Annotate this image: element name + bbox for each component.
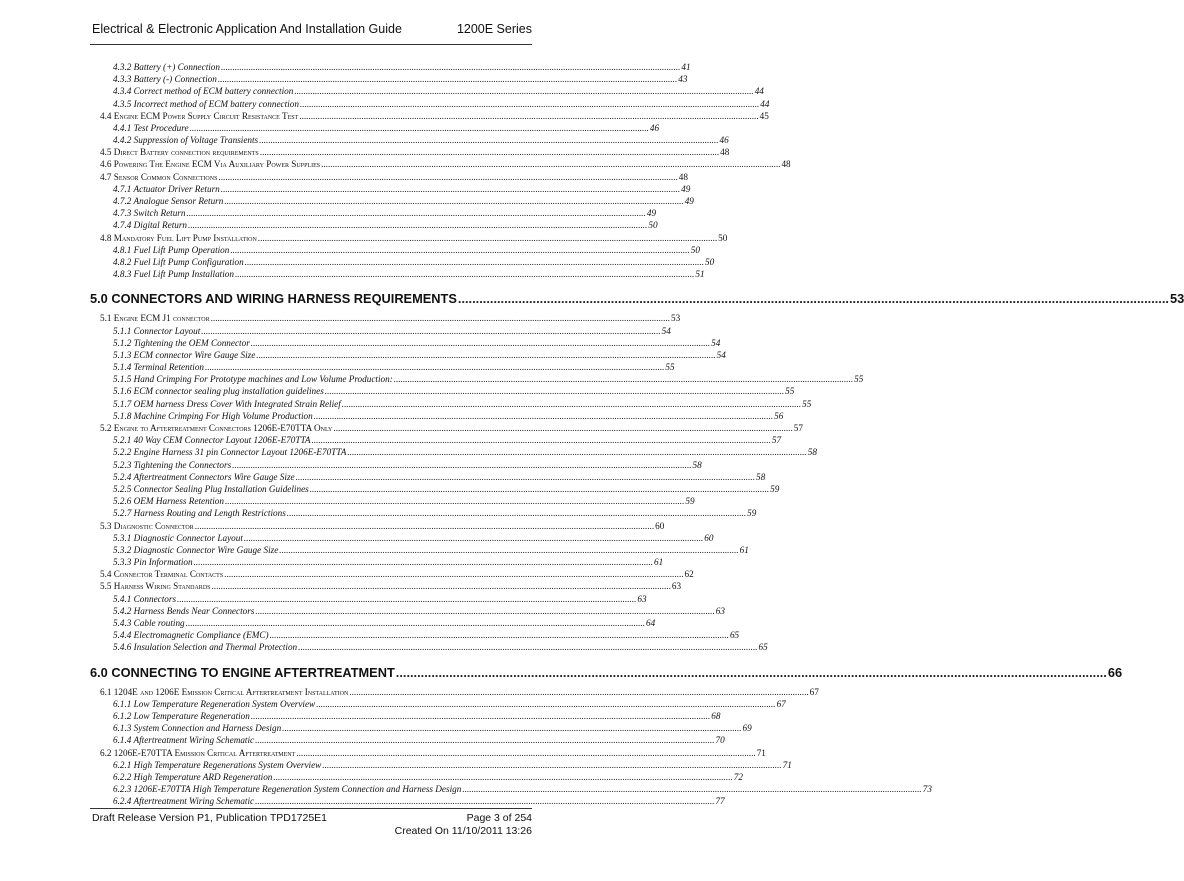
toc-entry-page: 49: [684, 196, 694, 207]
toc-entry-page: 58: [755, 471, 766, 482]
dot-leader: ........................................................................................................................................................................................................: [311, 435, 771, 446]
dot-leader: ........................................................................................................................................................................................................: [186, 208, 646, 219]
toc-entry-level-3[interactable]: [100, 256, 715, 268]
toc-entry-level-3[interactable]: [100, 61, 691, 73]
toc-entry-page: 48: [678, 171, 688, 182]
toc-entry-title: 5.1.6 ECM connector sealing plug installation guidelines: [113, 386, 324, 397]
toc-entry-level-3[interactable]: [100, 349, 726, 361]
toc-entry-page: 60: [655, 520, 665, 531]
toc-entry-page: 67: [776, 698, 786, 709]
footer-right: [395, 812, 532, 838]
toc-entry-level-1[interactable]: [90, 289, 1184, 309]
toc-entry-title: 5.4.4 Electromagnetic Compliance (EMC): [113, 630, 269, 641]
dot-leader: ........................................................................................................................................................................................................: [218, 171, 678, 182]
toc-entry-page: 55: [785, 386, 795, 397]
toc-entry-title: 6.2.2 High Temperature ARD Regeneration: [113, 771, 273, 782]
toc-entry-level-3[interactable]: [100, 85, 764, 97]
page-number: Page 3 of 254: [466, 812, 532, 824]
toc-entry-level-2[interactable]: [100, 110, 769, 122]
toc-entry-title: 5.1.2 Tightening the OEM Connector: [113, 337, 250, 348]
dot-leader: ........................................................................................................................................................................................................: [185, 618, 646, 629]
toc-entry-level-3[interactable]: [100, 446, 817, 458]
toc-entry-level-3[interactable]: [100, 532, 714, 544]
toc-entry-level-2[interactable]: [100, 171, 688, 183]
toc-entry-level-2[interactable]: [100, 747, 766, 759]
dot-leader: ........................................................................................................................................................................................................: [324, 386, 785, 397]
dot-leader: ........................................................................................................................................................................................................: [298, 642, 758, 653]
toc-entry-page: 77: [715, 796, 725, 807]
toc-entry-page: 62: [684, 569, 694, 580]
toc-entry-level-3[interactable]: [100, 219, 658, 231]
toc-entry-page: 61: [739, 544, 749, 555]
toc-entry-title: 4.7.1 Actuator Driver Return: [113, 183, 220, 194]
dot-leader: ........................................................................................................................................................................................................: [201, 325, 661, 336]
toc-entry-title: 6.2.1 High Temperature Regenerations System Overview: [113, 759, 322, 770]
toc-entry-page: 55: [854, 374, 864, 385]
toc-entry-level-3[interactable]: [100, 98, 770, 110]
toc-entry-page: 44: [760, 98, 770, 109]
dot-leader: ........................................................................................................................................................................................................: [256, 349, 716, 360]
dot-leader: ........................................................................................................................................................................................................: [299, 98, 760, 109]
toc-entry-page: 72: [733, 771, 743, 782]
dot-leader: ........................................................................................................................................................................................................: [210, 313, 670, 324]
toc-entry-title: 5.2.1 40 Way CEM Connector Layout 1206E-E70TTA: [113, 435, 311, 446]
dot-leader: ........................................................................................................................................................................................................: [220, 61, 681, 72]
toc-entry-title: 5.1.7 OEM harness Dress Cover With Integrated Strain Relief: [113, 398, 341, 409]
toc-entry-level-3[interactable]: [100, 483, 780, 495]
toc-entry-page: 65: [758, 642, 768, 653]
toc-entry-title: 4.8.2 Fuel Lift Pump Configuration: [113, 256, 244, 267]
toc-entry-title: 5.4 Connector Terminal Contacts: [100, 569, 224, 580]
toc-entry-title: 5.3 Diagnostic Connector: [100, 520, 194, 531]
toc-entry-title: 4.8 Mandatory Fuel Lift Pump Installation: [100, 232, 257, 243]
toc-entry-level-3[interactable]: [100, 771, 743, 783]
toc-entry-page: 41: [681, 61, 691, 72]
toc-entry-page: 70: [715, 735, 725, 746]
toc-entry-level-3[interactable]: [100, 373, 864, 385]
toc-entry-level-2[interactable]: [100, 568, 694, 580]
toc-entry-title: 4.3.2 Battery (+) Connection: [113, 61, 220, 72]
dot-leader: ........................................................................................................................................................................................................: [211, 581, 671, 592]
toc-entry-level-3[interactable]: [100, 207, 657, 219]
toc-entry-level-3[interactable]: [100, 398, 812, 410]
toc-entry-page: 59: [770, 483, 780, 494]
toc-entry-title: 4.3.5 Incorrect method of ECM battery connection: [113, 98, 299, 109]
toc-entry-page: 65: [729, 630, 740, 641]
toc-entry-page: 44: [754, 86, 764, 97]
toc-entry-title: 4.8.3 Fuel Lift Pump Installation: [113, 269, 234, 280]
toc-entry-page: 50: [718, 232, 728, 243]
dot-leader: ........................................................................................................................................................................................................: [255, 735, 715, 746]
dot-leader: ........................................................................................................................................................................................................: [224, 196, 684, 207]
toc-entry-level-2[interactable]: [100, 422, 803, 434]
dot-leader: ........................................................................................................................................................................................................: [217, 74, 678, 85]
dot-leader: ........................................................................................................................................................................................................: [220, 183, 681, 194]
toc-entry-title: 5.3.3 Pin Information: [113, 557, 193, 568]
toc-entry-title: 5.2.3 Tightening the Connectors: [113, 459, 232, 470]
dot-leader: ........................................................................................................................................................................................................: [299, 110, 759, 121]
toc-entry-page: 48: [720, 147, 730, 158]
toc-entry-title: 5.4.6 Insulation Selection and Thermal Protection: [113, 642, 298, 653]
toc-entry-title: 5.2.4 Aftertreatment Connectors Wire Gauge Size: [113, 471, 295, 482]
dot-leader: ........................................................................................................................................................................................................: [395, 664, 1107, 680]
toc-entry-level-3[interactable]: [100, 629, 740, 641]
dot-leader: ........................................................................................................................................................................................................: [255, 796, 715, 807]
toc-entry-title: 4.3.3 Battery (-) Connection: [113, 74, 217, 85]
dot-leader: ........................................................................................................................................................................................................: [393, 374, 854, 385]
dot-leader: ........................................................................................................................................................................................................: [177, 593, 637, 604]
toc-entry-title: 5.1.3 ECM connector Wire Gauge Size: [113, 349, 256, 360]
toc-entry-page: 48: [781, 159, 791, 170]
dot-leader: ........................................................................................................................................................................................................: [230, 244, 690, 255]
dot-leader: ........................................................................................................................................................................................................: [309, 483, 770, 494]
toc-entry-title: 4.8.1 Fuel Lift Pump Operation: [113, 244, 230, 255]
toc-entry-page: 55: [665, 362, 675, 373]
toc-entry-page: 64: [646, 618, 656, 629]
toc-entry-page: 59: [747, 508, 757, 519]
toc-entry-level-3[interactable]: [100, 471, 766, 483]
toc-entry-page: 58: [807, 447, 817, 458]
toc-entry-page: 50: [705, 256, 715, 267]
toc-entry-page: 71: [782, 759, 792, 770]
dot-leader: ........................................................................................................................................................................................................: [250, 337, 711, 348]
toc-entry-title: 6.2.4 Aftertreatment Wiring Schematic: [113, 796, 255, 807]
dot-leader: ........................................................................................................................................................................................................: [269, 630, 729, 641]
toc-entry-page: 57: [793, 423, 803, 434]
toc-entry-level-3[interactable]: [100, 544, 749, 556]
toc-entry-page: 58: [692, 459, 702, 470]
dot-leader: ........................................................................................................................................................................................................: [321, 159, 781, 170]
toc-entry-page: 50: [690, 244, 700, 255]
dot-leader: ........................................................................................................................................................................................................: [349, 686, 809, 697]
toc-entry-page: 66: [1107, 664, 1123, 680]
toc-entry-level-3[interactable]: [100, 459, 702, 471]
toc-entry-title: 6.1.2 Low Temperature Regeneration: [113, 710, 250, 721]
toc-entry-level-2[interactable]: [100, 232, 728, 244]
toc-entry-title: 5.4.3 Cable routing: [113, 618, 185, 629]
toc-entry-title: 6.1.1 Low Temperature Regeneration System Overview: [113, 698, 316, 709]
toc-entry-title: 5.2.5 Connector Sealing Plug Installation Guidelines: [113, 483, 309, 494]
toc-entry-page: 54: [711, 337, 721, 348]
toc-entry-level-2[interactable]: [100, 146, 730, 158]
toc-entry-level-3[interactable]: [100, 783, 932, 795]
toc-entry-level-2[interactable]: [100, 159, 791, 171]
toc-entry-title: 4.4.2 Suppression of Voltage Transients: [113, 135, 259, 146]
toc-entry-level-2[interactable]: [100, 686, 819, 698]
toc-entry-level-3[interactable]: [100, 495, 695, 507]
toc-entry-page: 61: [654, 557, 664, 568]
dot-leader: ........................................................................................................................................................................................................: [244, 256, 705, 267]
dot-leader: ........................................................................................................................................................................................................: [188, 220, 648, 231]
dot-leader: ........................................................................................................................................................................................................: [259, 147, 720, 158]
toc-entry-level-3[interactable]: [100, 183, 691, 195]
dot-leader: ........................................................................................................................................................................................................: [457, 291, 1169, 307]
dot-leader: ........................................................................................................................................................................................................: [205, 362, 665, 373]
toc-entry-page: 69: [742, 723, 752, 734]
toc-entry-title: 5.1.8 Machine Crimping For High Volume Production: [113, 410, 313, 421]
toc-entry-level-3[interactable]: [100, 759, 792, 771]
dot-leader: ........................................................................................................................................................................................................: [259, 135, 719, 146]
toc-entry-page: 55: [802, 398, 812, 409]
dot-leader: ........................................................................................................................................................................................................: [286, 508, 747, 519]
toc-entry-level-3[interactable]: [100, 434, 782, 446]
toc-entry-page: 63: [637, 593, 647, 604]
toc-entry-level-3[interactable]: [100, 410, 784, 422]
toc-entry-level-3[interactable]: [100, 386, 795, 398]
toc-entry-title: 5.0 CONNECTORS AND WIRING HARNESS REQUIREMENTS: [90, 291, 457, 307]
dot-leader: ........................................................................................................................................................................................................: [255, 605, 715, 616]
toc-entry-level-3[interactable]: [100, 734, 725, 746]
dot-leader: ........................................................................................................................................................................................................: [316, 698, 776, 709]
toc-entry-level-3[interactable]: [100, 361, 675, 373]
dot-leader: ........................................................................................................................................................................................................: [257, 232, 718, 243]
dot-leader: ........................................................................................................................................................................................................: [234, 269, 695, 280]
toc-entry-title: 5.5 Harness Wiring Standards: [100, 581, 211, 592]
dot-leader: ........................................................................................................................................................................................................: [224, 569, 684, 580]
toc-entry-title: 5.2.6 OEM Harness Retention: [113, 496, 224, 507]
toc-entry-page: 46: [649, 122, 660, 133]
toc-entry-title: 4.6 Powering The Engine ECM Via Auxiliary Power Supplies: [100, 159, 321, 170]
toc-entry-page: 60: [704, 532, 714, 543]
toc-entry-page: 68: [711, 710, 721, 721]
toc-entry-title: 6.2.3 1206E-E70TTA High Temperature Regeneration System Connection and Harness Design: [113, 784, 462, 795]
toc-entry-level-3[interactable]: [100, 122, 660, 134]
toc-entry-page: 56: [774, 410, 784, 421]
toc-entry-level-3[interactable]: [100, 195, 694, 207]
toc-entry-title: 5.1.5 Hand Crimping For Prototype machines and Low Volume Production:: [113, 374, 393, 385]
toc-entry-page: 67: [809, 686, 819, 697]
dot-leader: ........................................................................................................................................................................................................: [322, 759, 782, 770]
toc-entry-level-3[interactable]: [100, 134, 729, 146]
toc-entry-page: 43: [678, 74, 688, 85]
toc-entry-title: 4.4.1 Test Procedure: [113, 122, 189, 133]
toc-entry-level-3[interactable]: [100, 710, 721, 722]
footer-divider: [90, 808, 532, 809]
toc-entry-level-3[interactable]: [100, 722, 752, 734]
toc-entry-title: 5.3.2 Diagnostic Connector Wire Gauge Size: [113, 544, 279, 555]
toc-entry-level-3[interactable]: [100, 507, 757, 519]
toc-entry-title: 5.1 Engine ECM J1 connector: [100, 313, 210, 324]
toc-entry-title: 4.4 Engine ECM Power Supply Circuit Resistance Test: [100, 110, 299, 121]
dot-leader: ........................................................................................................................................................................................................: [294, 86, 754, 97]
toc-entry-level-2[interactable]: [100, 581, 682, 593]
toc-entry-page: 45: [759, 110, 769, 121]
toc-entry-page: 54: [661, 325, 671, 336]
dot-leader: ........................................................................................................................................................................................................: [296, 747, 756, 758]
dot-leader: ........................................................................................................................................................................................................: [347, 447, 807, 458]
table-of-contents: [90, 61, 1184, 808]
toc-entry-title: 4.7 Sensor Common Connections: [100, 171, 218, 182]
toc-entry-title: 5.3.1 Diagnostic Connector Layout: [113, 532, 243, 543]
release-info: Draft Release Version P1, Publication TPD1725E1: [92, 812, 328, 824]
toc-entry-level-3[interactable]: [100, 605, 725, 617]
toc-entry-page: 49: [681, 183, 691, 194]
page-header: [92, 22, 532, 36]
toc-entry-title: 5.1.1 Connector Layout: [113, 325, 201, 336]
toc-entry-page: 57: [771, 435, 782, 446]
series-label: 1200E Series: [456, 22, 532, 36]
toc-entry-page: 73: [922, 784, 932, 795]
toc-entry-title: 4.5 Direct Battery connection requirements: [100, 147, 259, 158]
toc-entry-page: 49: [646, 208, 657, 219]
toc-entry-level-3[interactable]: [100, 641, 768, 653]
toc-entry-page: 53: [1169, 291, 1184, 307]
toc-entry-level-2[interactable]: [100, 520, 665, 532]
toc-entry-page: 63: [715, 605, 725, 616]
toc-entry-title: 6.1.3 System Connection and Harness Design: [113, 723, 282, 734]
dot-leader: ........................................................................................................................................................................................................: [225, 496, 685, 507]
toc-entry-level-3[interactable]: [100, 325, 671, 337]
toc-entry-level-1[interactable]: [90, 663, 1123, 683]
dot-leader: ........................................................................................................................................................................................................: [250, 710, 711, 721]
toc-entry-title: 4.7.2 Analogue Sensor Return: [113, 196, 224, 207]
dot-leader: ........................................................................................................................................................................................................: [232, 459, 692, 470]
toc-entry-title: 5.2 Engine to Aftertreatment Connectors 1206E-E70TTA Only: [100, 423, 333, 434]
toc-entry-page: 51: [695, 269, 705, 280]
document-title: Electrical & Electronic Application And Installation Guide: [92, 22, 402, 36]
toc-entry-title: 5.2.7 Harness Routing and Length Restrictions: [113, 508, 286, 519]
toc-entry-level-3[interactable]: [100, 556, 664, 568]
dot-leader: ........................................................................................................................................................................................................: [243, 532, 704, 543]
toc-entry-page: 54: [716, 349, 726, 360]
dot-leader: ........................................................................................................................................................................................................: [282, 723, 742, 734]
dot-leader: ........................................................................................................................................................................................................: [295, 471, 755, 482]
dot-leader: ........................................................................................................................................................................................................: [462, 784, 922, 795]
dot-leader: ........................................................................................................................................................................................................: [333, 423, 793, 434]
toc-entry-title: 6.2 1206E-E70TTA Emission Critical Aftertreatment: [100, 747, 296, 758]
toc-entry-title: 6.0 CONNECTING TO ENGINE AFTERTREATMENT: [90, 664, 395, 680]
toc-entry-level-3[interactable]: [100, 795, 725, 807]
toc-entry-title: 6.1 1204E and 1206E Emission Critical Aftertreatment Installation: [100, 686, 349, 697]
toc-entry-title: 5.1.4 Terminal Retention: [113, 362, 205, 373]
dot-leader: ........................................................................................................................................................................................................: [273, 771, 733, 782]
toc-entry-page: 71: [756, 747, 766, 758]
toc-entry-level-2[interactable]: [100, 312, 681, 324]
dot-leader: ........................................................................................................................................................................................................: [193, 557, 653, 568]
header-divider: [90, 44, 532, 45]
toc-entry-page: 59: [685, 496, 695, 507]
toc-entry-title: 4.7.3 Switch Return: [113, 208, 186, 219]
toc-entry-title: 5.4.1 Connectors: [113, 593, 177, 604]
toc-entry-level-3[interactable]: [100, 593, 647, 605]
toc-entry-page: 50: [648, 220, 658, 231]
toc-entry-level-3[interactable]: [100, 698, 786, 710]
toc-entry-level-3[interactable]: [100, 244, 700, 256]
toc-entry-title: 4.7.4 Digital Return: [113, 220, 188, 231]
toc-entry-level-3[interactable]: [100, 268, 705, 280]
dot-leader: ........................................................................................................................................................................................................: [279, 544, 739, 555]
toc-entry-page: 63: [671, 581, 682, 592]
toc-entry-title: 6.1.4 Aftertreatment Wiring Schematic: [113, 735, 255, 746]
dot-leader: ........................................................................................................................................................................................................: [341, 398, 802, 409]
toc-entry-level-3[interactable]: [100, 617, 656, 629]
dot-leader: ........................................................................................................................................................................................................: [194, 520, 655, 531]
toc-entry-title: 4.3.4 Correct method of ECM battery connection: [113, 86, 294, 97]
toc-entry-title: 5.2.2 Engine Harness 31 pin Connector Layout 1206E-E70TTA: [113, 447, 347, 458]
toc-entry-page: 53: [670, 313, 681, 324]
created-date: Created On 11/10/2011 13:26: [394, 825, 532, 837]
dot-leader: ........................................................................................................................................................................................................: [313, 410, 774, 421]
toc-entry-level-3[interactable]: [100, 337, 721, 349]
dot-leader: ........................................................................................................................................................................................................: [189, 122, 649, 133]
toc-entry-title: 5.4.2 Harness Bends Near Connectors: [113, 605, 255, 616]
toc-entry-page: 46: [719, 135, 729, 146]
toc-entry-level-3[interactable]: [100, 73, 688, 85]
